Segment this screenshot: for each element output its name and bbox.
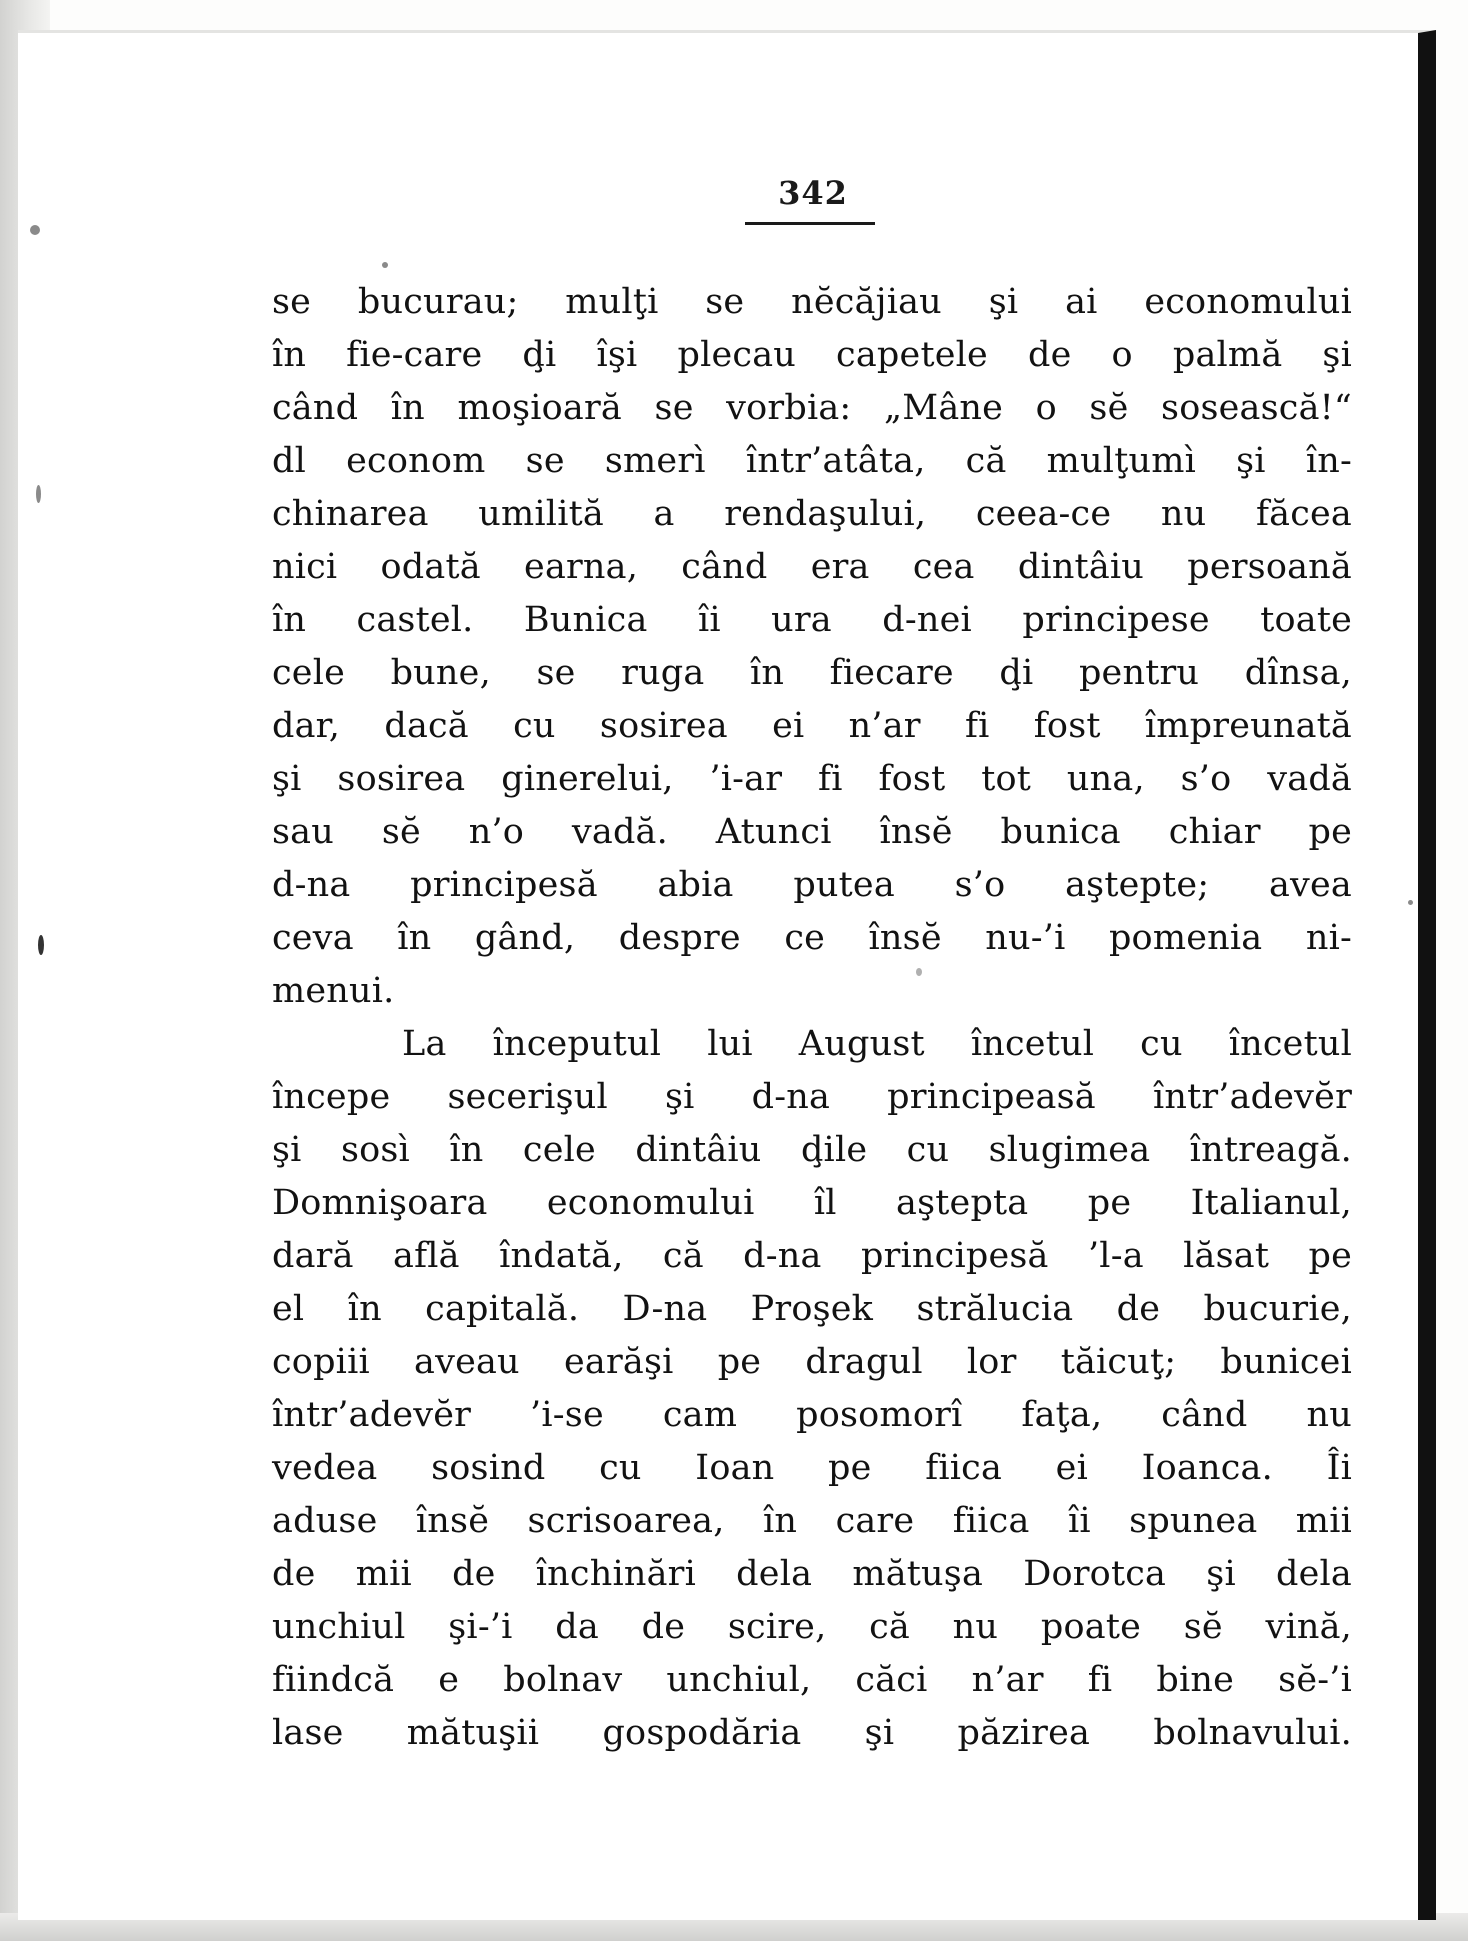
- text-line: în fie-care ḑi îşi plecau capetele de o palmă şi: [272, 335, 1352, 375]
- text-line: dară află îndată, că d-na principesă ’l-a lăsat pe: [272, 1236, 1352, 1276]
- text-line: se bucurau; mulţi se nĕcăjiau şi ai economului: [272, 282, 1352, 322]
- scan-speck: [36, 485, 41, 503]
- page-number-rule: [745, 222, 875, 225]
- text-line: aduse însĕ scrisoarea, în care fiica îi spunea mii: [272, 1501, 1352, 1541]
- text-line: lase mătuşii gospodăria şi păzirea bolnavului.: [272, 1713, 1352, 1753]
- scan-speck: [382, 262, 388, 268]
- text-line: menui.: [272, 971, 395, 1011]
- text-line: unchiul şi-’i da de scire, că nu poate sĕ vină,: [272, 1607, 1352, 1647]
- text-line: el în capitală. D-na Proşek strălucia de bucurie,: [272, 1289, 1352, 1329]
- text-line: fiindcă e bolnav unchiul, căci n’ar fi bine sĕ-’i: [272, 1660, 1352, 1700]
- text-line: chinarea umilită a rendaşului, ceea-ce nu făcea: [272, 494, 1352, 534]
- scan-speck: [38, 935, 44, 955]
- text-line: d-na principesă abia putea s’o aştepte; avea: [272, 865, 1352, 905]
- text-line: când în moşioară se vorbia: „Mâne o sĕ sosească!“: [272, 388, 1352, 428]
- text-line: şi sosì în cele dintâiu ḑile cu slugimea întreagă.: [272, 1130, 1352, 1170]
- text-line: într’adevĕr ’i-se cam posomorî faţa, când nu: [272, 1395, 1352, 1435]
- text-line: dar, dacă cu sosirea ei n’ar fi fost împreunată: [272, 706, 1352, 746]
- text-line: începe secerişul şi d-na principeasă într’adevĕr: [272, 1077, 1352, 1117]
- text-line: de mii de închinări dela mătuşa Dorotca şi dela: [272, 1554, 1352, 1594]
- text-line: nici odată earna, când era cea dintâiu persoană: [272, 547, 1352, 587]
- body-text: [272, 276, 1352, 1760]
- text-line: în castel. Bunica îi ura d-nei principese toate: [272, 600, 1352, 640]
- scan-speck: [1408, 900, 1413, 905]
- text-line: ceva în gând, despre ce însĕ nu-’i pomenia ni-: [272, 918, 1352, 958]
- text-line: cele bune, se ruga în fiecare ḑi pentru dînsa,: [272, 653, 1352, 693]
- text-line: şi sosirea ginerelui, ’i-ar fi fost tot una, s’o vadă: [272, 759, 1352, 799]
- text-line: vedea sosind cu Ioan pe fiica ei Ioanca. Îi: [272, 1448, 1352, 1488]
- text-line: copiii aveau earăşi pe dragul lor tăicuţ; bunicei: [272, 1342, 1352, 1382]
- text-line: sau sĕ n’o vadă. Atunci însĕ bunica chiar pe: [272, 812, 1352, 852]
- scan-speck: [30, 225, 40, 235]
- paragraph-start-line: La începutul lui August încetul cu încetul: [402, 1024, 1352, 1064]
- text-line: Domnişoara economului îl aştepta pe Italianul,: [272, 1183, 1352, 1223]
- page-number: 342: [778, 174, 848, 212]
- text-line: dl econom se smerì într’atâta, că mulţumì şi în-: [272, 441, 1352, 481]
